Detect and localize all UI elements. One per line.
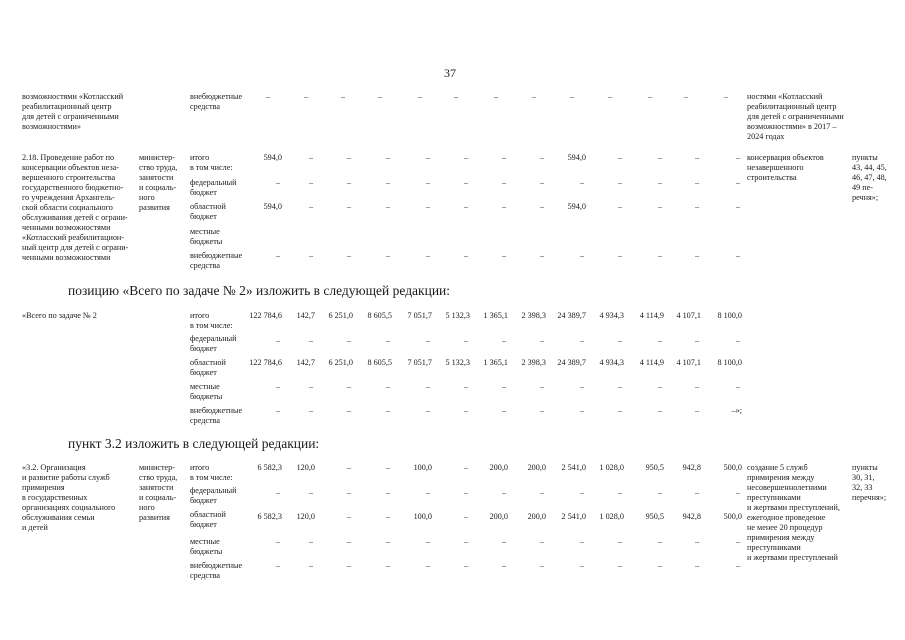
- total-task-2-name: «Всего по задаче № 2: [22, 311, 97, 320]
- value-cell: –: [385, 251, 391, 260]
- value-cell: –: [694, 336, 700, 345]
- value-cell: –: [308, 178, 314, 187]
- value-cell: –: [308, 336, 314, 345]
- value-cell: –: [657, 178, 663, 187]
- value-cell: –: [539, 202, 545, 211]
- value-cell: 120,0: [296, 463, 315, 472]
- value-cell: –: [531, 92, 537, 101]
- value-cell: –: [346, 178, 352, 187]
- top-block-result: ностями «Котласский реабилитационный центр для детей с ограниченными возможностями» в 2017 – 2024 годах: [747, 92, 844, 141]
- value-cell: 2 541,0: [561, 512, 586, 521]
- value-cell: 142,7: [296, 311, 315, 320]
- value-cell: –»;: [731, 406, 742, 415]
- value-cell: –: [657, 537, 663, 546]
- value-cell: –: [579, 382, 585, 391]
- row-2-18-executor: министер- ство труда, занятости и социаль- ного развития: [139, 153, 178, 212]
- value-cell: 4 934,3: [599, 358, 624, 367]
- value-cell: –: [501, 251, 507, 260]
- value-cell: –: [657, 382, 663, 391]
- value-cell: –: [385, 463, 391, 472]
- value-cell: –: [617, 178, 623, 187]
- value-cell: 5 132,3: [445, 358, 470, 367]
- value-cell: 594,0: [263, 153, 282, 162]
- value-cell: –: [617, 537, 623, 546]
- value-cell: –: [735, 488, 741, 497]
- value-cell: –: [694, 382, 700, 391]
- value-cell: –: [463, 251, 469, 260]
- value-cell: –: [657, 561, 663, 570]
- page-number: 37: [444, 66, 456, 80]
- value-cell: –: [463, 202, 469, 211]
- value-cell: –: [346, 537, 352, 546]
- value-cell: –: [346, 153, 352, 162]
- value-cell: –: [453, 92, 459, 101]
- value-cell: –: [308, 153, 314, 162]
- source-label: федеральный бюджет: [190, 334, 237, 353]
- value-cell: 500,0: [723, 463, 742, 472]
- value-cell: –: [539, 178, 545, 187]
- value-cell: –: [425, 537, 431, 546]
- value-cell: –: [501, 406, 507, 415]
- value-cell: –: [425, 153, 431, 162]
- value-cell: 594,0: [567, 202, 586, 211]
- instruction-heading-1: позицию «Всего по задаче № 2» изложить в следующей редакции:: [68, 283, 451, 298]
- value-cell: 8 605,5: [367, 311, 392, 320]
- value-cell: –: [501, 382, 507, 391]
- source-label: местные бюджеты: [190, 537, 223, 556]
- source-label: внебюджетные средства: [190, 251, 243, 270]
- value-cell: –: [617, 336, 623, 345]
- value-cell: –: [346, 406, 352, 415]
- source-label: областной бюджет: [190, 202, 226, 221]
- value-cell: –: [385, 202, 391, 211]
- value-cell: –: [425, 382, 431, 391]
- value-cell: –: [385, 406, 391, 415]
- value-cell: –: [346, 512, 352, 521]
- value-cell: –: [694, 537, 700, 546]
- value-cell: –: [579, 488, 585, 497]
- value-cell: –: [308, 488, 314, 497]
- source-label: областной бюджет: [190, 358, 226, 377]
- value-cell: –: [425, 488, 431, 497]
- value-cell: –: [463, 336, 469, 345]
- source-label: итого в том числе:: [190, 153, 233, 172]
- value-cell: 142,7: [296, 358, 315, 367]
- value-cell: –: [539, 251, 545, 260]
- value-cell: –: [493, 92, 499, 101]
- value-cell: 122 784,6: [249, 311, 282, 320]
- value-cell: –: [569, 92, 575, 101]
- value-cell: –: [308, 561, 314, 570]
- value-cell: –: [501, 537, 507, 546]
- value-cell: –: [539, 488, 545, 497]
- value-cell: –: [539, 561, 545, 570]
- source-label: федеральный бюджет: [190, 486, 237, 505]
- value-cell: –: [385, 512, 391, 521]
- value-cell: –: [425, 202, 431, 211]
- value-cell: –: [346, 488, 352, 497]
- value-cell: –: [607, 92, 613, 101]
- value-cell: –: [539, 382, 545, 391]
- source-label: итого в том числе:: [190, 311, 233, 330]
- value-cell: –: [346, 202, 352, 211]
- value-cell: –: [346, 336, 352, 345]
- value-cell: –: [501, 561, 507, 570]
- value-cell: 1 365,1: [483, 358, 508, 367]
- value-cell: –: [275, 488, 281, 497]
- value-cell: 4 934,3: [599, 311, 624, 320]
- value-cell: –: [463, 512, 469, 521]
- value-cell: 7 051,7: [407, 311, 432, 320]
- value-cell: –: [539, 406, 545, 415]
- value-cell: 1 028,0: [599, 463, 624, 472]
- value-cell: –: [308, 406, 314, 415]
- value-cell: –: [647, 92, 653, 101]
- value-cell: –: [579, 336, 585, 345]
- value-cell: –: [275, 561, 281, 570]
- value-cell: –: [346, 382, 352, 391]
- value-cell: –: [579, 251, 585, 260]
- value-cell: –: [340, 92, 346, 101]
- value-cell: –: [539, 153, 545, 162]
- row-3-2-name: «3.2. Организация и развитие работы служб примирения в государственных организациях социального обслуживания семьи и детей: [22, 463, 116, 532]
- row-3-2-result: создание 5 служб примирения между несовершеннолетними преступниками и жертвами преступлений, ежегодное проведение не менее 20 процедур примирения между преступниками и жертвами преступлений: [747, 463, 840, 562]
- value-cell: –: [617, 488, 623, 497]
- value-cell: 2 398,3: [521, 311, 546, 320]
- value-cell: 594,0: [567, 153, 586, 162]
- value-cell: 4 107,1: [676, 311, 701, 320]
- value-cell: 5 132,3: [445, 311, 470, 320]
- value-cell: 6 251,0: [328, 358, 353, 367]
- value-cell: –: [303, 92, 309, 101]
- value-cell: –: [539, 336, 545, 345]
- value-cell: –: [275, 382, 281, 391]
- value-cell: –: [425, 561, 431, 570]
- value-cell: 100,0: [413, 512, 432, 521]
- value-cell: –: [617, 561, 623, 570]
- value-cell: –: [417, 92, 423, 101]
- value-cell: –: [657, 488, 663, 497]
- value-cell: –: [463, 406, 469, 415]
- value-cell: –: [385, 153, 391, 162]
- row-2-18-name: 2.18. Проведение работ по консервации объектов неза- вершенного строительства государственного бюджетно- го учреждения Архангель- ской области социального обслуживания детей с ограни- ченными возможностями «Котласский реабилитацион- ный центр для детей с ограни- ченными возможностями: [22, 153, 129, 262]
- value-cell: –: [694, 406, 700, 415]
- value-cell: –: [657, 153, 663, 162]
- value-cell: –: [694, 178, 700, 187]
- value-cell: 122 784,6: [249, 358, 282, 367]
- value-cell: –: [385, 488, 391, 497]
- value-cell: 24 389,7: [557, 311, 586, 320]
- value-cell: –: [579, 561, 585, 570]
- value-cell: 594,0: [263, 202, 282, 211]
- value-cell: –: [501, 336, 507, 345]
- value-cell: –: [617, 153, 623, 162]
- value-cell: –: [463, 488, 469, 497]
- value-cell: 200,0: [527, 512, 546, 521]
- value-cell: –: [735, 336, 741, 345]
- row-2-18-result: консервация объектов незавершенного строительства: [747, 153, 824, 182]
- value-cell: –: [683, 92, 689, 101]
- value-cell: –: [308, 251, 314, 260]
- value-cell: –: [425, 336, 431, 345]
- value-cell: –: [617, 202, 623, 211]
- value-cell: 24 389,7: [557, 358, 586, 367]
- value-cell: 4 114,9: [639, 358, 664, 367]
- value-cell: 4 114,9: [639, 311, 664, 320]
- value-cell: –: [735, 153, 741, 162]
- source-label: внебюджетные средства: [190, 406, 243, 425]
- value-cell: –: [275, 406, 281, 415]
- value-cell: –: [723, 92, 729, 101]
- value-cell: –: [657, 406, 663, 415]
- value-cell: –: [735, 251, 741, 260]
- source-label: областной бюджет: [190, 510, 226, 529]
- value-cell: –: [463, 382, 469, 391]
- source-label: местные бюджеты: [190, 382, 223, 401]
- value-cell: –: [694, 488, 700, 497]
- value-cell: 8 605,5: [367, 358, 392, 367]
- value-cell: –: [579, 537, 585, 546]
- value-cell: 6 582,3: [257, 512, 282, 521]
- value-cell: –: [463, 178, 469, 187]
- value-cell: –: [346, 251, 352, 260]
- value-cell: 6 582,3: [257, 463, 282, 472]
- value-cell: –: [657, 336, 663, 345]
- source-label: федеральный бюджет: [190, 178, 237, 197]
- value-cell: –: [617, 406, 623, 415]
- value-cell: –: [308, 537, 314, 546]
- value-cell: –: [385, 336, 391, 345]
- value-cell: –: [385, 537, 391, 546]
- row-3-2-executor: министер- ство труда, занятости и социаль- ного развития: [139, 463, 178, 522]
- source-label: итого в том числе:: [190, 463, 233, 482]
- value-cell: –: [694, 251, 700, 260]
- value-cell: –: [275, 251, 281, 260]
- value-cell: 7 051,7: [407, 358, 432, 367]
- value-cell: 200,0: [527, 463, 546, 472]
- value-cell: –: [265, 92, 271, 101]
- value-cell: –: [275, 537, 281, 546]
- value-cell: –: [657, 251, 663, 260]
- top-block-name: возможностями «Котласский реабилитационный центр для детей с ограниченными возможностями»: [22, 92, 124, 131]
- value-cell: –: [463, 537, 469, 546]
- value-cell: –: [579, 178, 585, 187]
- value-cell: –: [735, 202, 741, 211]
- value-cell: –: [346, 463, 352, 472]
- value-cell: –: [385, 382, 391, 391]
- value-cell: –: [735, 561, 741, 570]
- source-label: местные бюджеты: [190, 227, 223, 246]
- value-cell: 100,0: [413, 463, 432, 472]
- value-cell: 8 100,0: [717, 358, 742, 367]
- value-cell: –: [657, 202, 663, 211]
- value-cell: –: [735, 178, 741, 187]
- value-cell: 200,0: [489, 512, 508, 521]
- value-cell: –: [346, 561, 352, 570]
- instruction-heading-2: пункт 3.2 изложить в следующей редакции:: [68, 436, 320, 451]
- row-3-2-values: [0, 0, 16, 216]
- value-cell: –: [385, 178, 391, 187]
- value-cell: –: [463, 463, 469, 472]
- value-cell: 8 100,0: [717, 311, 742, 320]
- value-cell: 942,8: [682, 463, 701, 472]
- value-cell: 2 398,3: [521, 358, 546, 367]
- value-cell: 4 107,1: [676, 358, 701, 367]
- source-label: внебюджетные средства: [190, 561, 243, 580]
- value-cell: –: [377, 92, 383, 101]
- value-cell: 950,5: [645, 463, 664, 472]
- value-cell: 950,5: [645, 512, 664, 521]
- value-cell: –: [735, 537, 741, 546]
- value-cell: –: [694, 202, 700, 211]
- row-3-2-points: пункты 30, 31, 32, 33 перечня»;: [852, 463, 887, 502]
- value-cell: –: [539, 537, 545, 546]
- value-cell: 2 541,0: [561, 463, 586, 472]
- value-cell: 200,0: [489, 463, 508, 472]
- value-cell: –: [425, 406, 431, 415]
- top-block-source: внебюджетные средства: [190, 92, 243, 111]
- value-cell: –: [694, 153, 700, 162]
- value-cell: –: [308, 382, 314, 391]
- value-cell: 942,8: [682, 512, 701, 521]
- value-cell: –: [463, 153, 469, 162]
- value-cell: 1 365,1: [483, 311, 508, 320]
- value-cell: –: [501, 488, 507, 497]
- value-cell: –: [501, 178, 507, 187]
- value-cell: –: [617, 382, 623, 391]
- value-cell: –: [694, 561, 700, 570]
- value-cell: –: [579, 406, 585, 415]
- value-cell: –: [385, 561, 391, 570]
- row-2-18-points: пункты 43, 44, 45, 46, 47, 48, 49 пе- речня»;: [852, 153, 887, 202]
- value-cell: –: [735, 382, 741, 391]
- value-cell: –: [425, 251, 431, 260]
- value-cell: –: [308, 202, 314, 211]
- value-cell: –: [275, 178, 281, 187]
- value-cell: –: [617, 251, 623, 260]
- value-cell: –: [275, 336, 281, 345]
- value-cell: –: [463, 561, 469, 570]
- value-cell: 500,0: [723, 512, 742, 521]
- value-cell: –: [501, 202, 507, 211]
- value-cell: –: [425, 178, 431, 187]
- value-cell: –: [501, 153, 507, 162]
- value-cell: 1 028,0: [599, 512, 624, 521]
- value-cell: 120,0: [296, 512, 315, 521]
- value-cell: 6 251,0: [328, 311, 353, 320]
